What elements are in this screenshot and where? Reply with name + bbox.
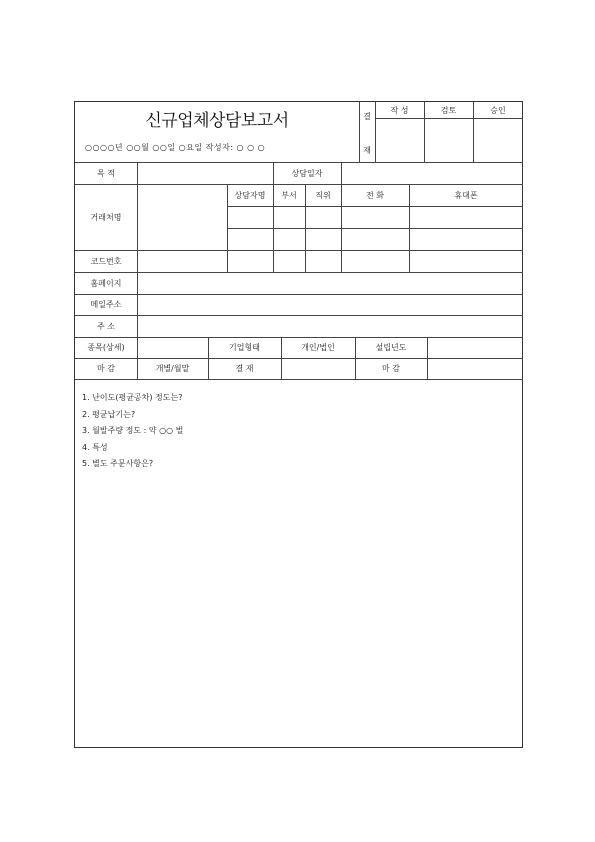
purpose-field[interactable] xyxy=(138,163,272,183)
closing-label: 마 감 xyxy=(97,364,115,373)
phone-header: 전 화 xyxy=(366,190,384,200)
individual-corp-value: 개인/법인 xyxy=(301,343,335,352)
dept-header: 부서 xyxy=(281,190,297,200)
consult-date-label: 상담일자 xyxy=(291,168,323,178)
business-type-field[interactable] xyxy=(138,338,207,357)
homepage-field[interactable] xyxy=(138,273,522,293)
position-header: 직위 xyxy=(315,190,331,200)
consultation-report-form xyxy=(74,101,523,748)
code-label: 코드번호 xyxy=(90,256,122,266)
approval-col-write: 작 성 xyxy=(390,105,409,115)
client-name-field[interactable] xyxy=(138,185,226,249)
business-type-label: 종목(상세) xyxy=(87,343,125,352)
homepage-label: 홈페이지 xyxy=(90,278,122,288)
memo-item: 3. 월발주량 정도 : 약 ○○ 벌 xyxy=(82,426,184,435)
memo-item: 5. 별도 주문사항은? xyxy=(82,459,154,468)
closing-field-2[interactable] xyxy=(428,359,522,378)
approval-box-approve[interactable] xyxy=(473,119,523,161)
contact-name-header: 상담자명 xyxy=(234,190,266,200)
individual-monthly-value: 개별/월말 xyxy=(155,364,190,373)
code-field[interactable] xyxy=(138,251,226,271)
client-name-label: 거래처명 xyxy=(90,212,122,222)
mobile-header: 휴대폰 xyxy=(454,190,478,200)
memo-item: 2. 평균납기는? xyxy=(82,409,136,419)
consult-date-field[interactable] xyxy=(342,163,522,183)
address-field[interactable] xyxy=(138,316,522,336)
form-title: 신규업체상담보고서 xyxy=(145,111,289,131)
approval-label-bottom: 재 xyxy=(363,145,371,155)
approval-col-review: 검토 xyxy=(440,105,457,115)
email-label: 메일주소 xyxy=(90,300,122,309)
payment-field[interactable] xyxy=(282,359,354,378)
founded-year-field[interactable] xyxy=(428,338,522,357)
address-label: 주 소 xyxy=(97,321,115,331)
payment-label: 결 재 xyxy=(235,364,254,373)
memo-item: 4. 특성 xyxy=(82,442,108,452)
email-field[interactable] xyxy=(138,295,522,314)
approval-col-approve: 승인 xyxy=(490,105,506,115)
date-author-line: ○○○○년 ○○월 ○○일 ○요일 작성자: ○ ○ ○ xyxy=(85,143,266,152)
purpose-label: 목 적 xyxy=(97,168,115,178)
approval-box-write[interactable] xyxy=(375,119,423,161)
company-type-label: 기업형태 xyxy=(229,343,260,352)
founded-year-label: 설립년도 xyxy=(375,343,407,352)
memo-list[interactable] xyxy=(82,390,183,473)
closing-label-2: 마 감 xyxy=(382,364,400,373)
approval-box-review[interactable] xyxy=(424,119,472,161)
approval-label-top: 결 xyxy=(363,111,371,121)
memo-item: 1. 난이도(평균공차) 정도는? xyxy=(82,393,183,402)
